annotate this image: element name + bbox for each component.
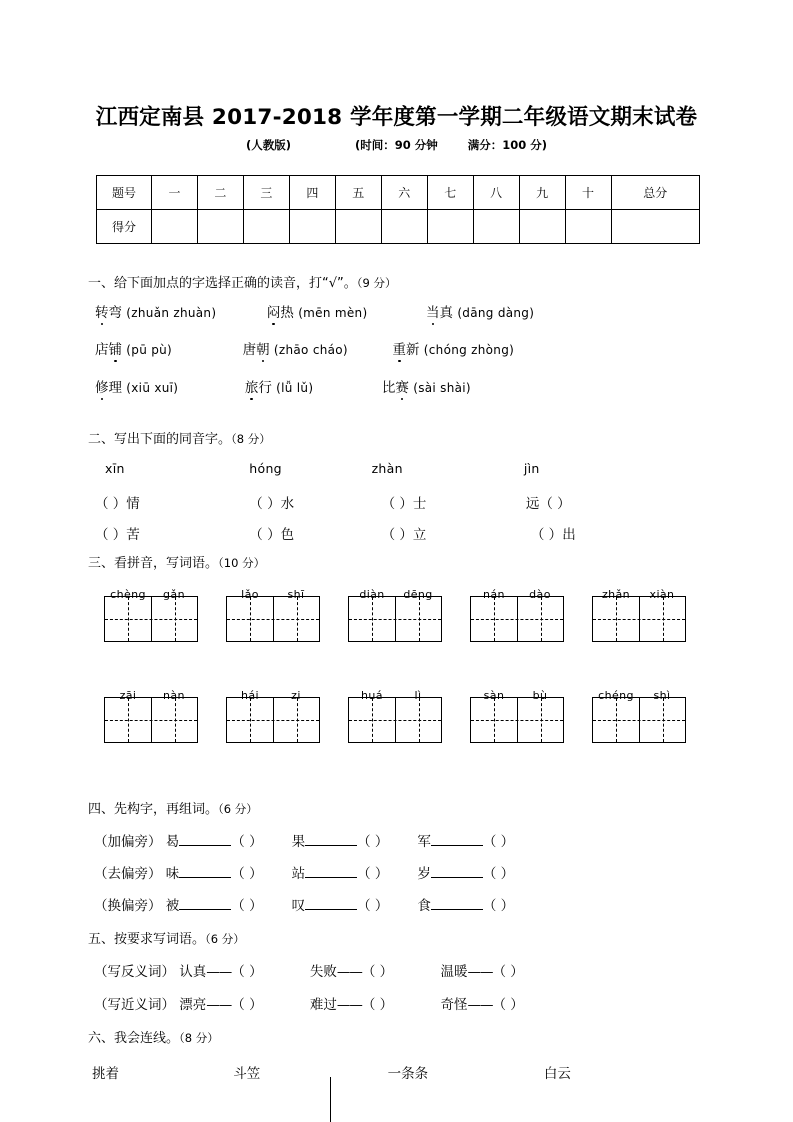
anchor-char: 立: [412, 527, 427, 543]
pinyin-choices[interactable]: (zhāo cháo): [273, 343, 348, 357]
grid-box[interactable]: [226, 697, 320, 743]
word-paren[interactable]: （ ）: [482, 866, 515, 882]
score-cell-9[interactable]: [519, 210, 565, 244]
grid-cell[interactable]: [593, 597, 639, 641]
score-cell-2[interactable]: [197, 210, 243, 244]
pinyin-choices[interactable]: (zhuǎn zhuàn): [126, 306, 217, 320]
prompt-word: 温暖: [440, 964, 468, 980]
section-points-4: （6 分）: [218, 802, 258, 816]
section-title-4: 先构字，再组词。: [114, 802, 219, 817]
section-title-2: 写出下面的同音字。: [114, 432, 232, 447]
base-char: 食: [417, 898, 431, 914]
word-form-item[interactable]: 漂亮——（ ）: [179, 997, 287, 1013]
word-paren[interactable]: （ ）: [357, 866, 389, 882]
base-char: 岁: [417, 866, 431, 882]
score-cell-1[interactable]: [152, 210, 198, 244]
build-char-item[interactable]: [292, 866, 414, 882]
pinyin-choices[interactable]: (sài shài): [413, 381, 471, 395]
build-char-item[interactable]: [292, 898, 414, 914]
score-cell-4[interactable]: [289, 210, 335, 244]
grid-pinyin-syllable: bù: [532, 689, 548, 702]
grid-pinyin-syllable: dào: [529, 588, 551, 601]
answer-blank[interactable]: [431, 832, 483, 846]
answer-blank[interactable]: [431, 896, 483, 910]
answer-blank[interactable]: [305, 896, 357, 910]
row-label-score: 得分: [97, 210, 152, 244]
grid-pinyin-syllable: huá: [361, 689, 383, 702]
anchor-char: 出: [562, 527, 576, 543]
score-table: [96, 175, 700, 244]
grid-cell[interactable]: [639, 597, 685, 641]
grid-box[interactable]: [470, 596, 564, 642]
dotted-char: 旅: [245, 376, 259, 396]
homophone-row-1: [95, 492, 571, 512]
col-header-3: 三: [243, 176, 289, 210]
section-title-5: 按要求写词语。: [114, 932, 206, 947]
time-label: (时间：90 分钟: [354, 138, 438, 152]
blank-paren[interactable]: （ ）: [95, 496, 127, 512]
word-paren[interactable]: （ ）: [231, 866, 263, 882]
grid-pinyin-syllable: zi: [291, 689, 301, 702]
score-cell-10[interactable]: [565, 210, 611, 244]
dotted-char: 当: [426, 301, 440, 321]
anchor-char: 情: [126, 496, 140, 512]
base-char: 果: [291, 834, 306, 850]
match-item-right-1[interactable]: 一条条: [387, 1066, 429, 1082]
dotted-char: 闷: [267, 301, 281, 321]
base-char: 站: [291, 866, 306, 882]
homophone-pinyin-2: hóng: [249, 461, 282, 476]
prompt-word: 认真: [179, 964, 207, 980]
homophone-blank[interactable]: [95, 523, 245, 543]
grid-cell[interactable]: [593, 698, 639, 742]
section-points-1: （9 分）: [356, 276, 397, 290]
page-title: 江西定南县 2017-2018 学年度第一学期二年级语文期末试卷: [95, 105, 698, 130]
build-char-row-3: [94, 894, 539, 914]
homophone-row-2: [95, 523, 576, 543]
word-form-item[interactable]: 难过——（ ）: [310, 997, 418, 1013]
score-cell-5[interactable]: [335, 210, 381, 244]
word-form-label: （写反义词）: [94, 964, 175, 980]
score-cell-3[interactable]: [243, 210, 289, 244]
dotted-char: 铺: [109, 338, 123, 358]
blank-paren[interactable]: （ ）: [381, 527, 413, 543]
word-paren[interactable]: （ ）: [357, 898, 389, 914]
tianzige-grid[interactable]: [226, 588, 320, 642]
grid-cell[interactable]: [517, 597, 563, 641]
answer-paren[interactable]: （ ）: [361, 964, 394, 980]
score-cell-6[interactable]: [381, 210, 427, 244]
build-char-label: （加偏旁）: [94, 834, 162, 850]
word-paren[interactable]: （ ）: [357, 834, 389, 850]
table-row-question-numbers: [97, 176, 700, 210]
match-item-left-2[interactable]: 斗笠: [233, 1066, 261, 1082]
grid-box[interactable]: [592, 697, 686, 743]
grid-cell[interactable]: [105, 597, 151, 641]
pinyin-choices[interactable]: (mēn mèn): [298, 306, 368, 320]
grid-pinyin-syllable: lì: [414, 689, 422, 702]
answer-blank[interactable]: [431, 864, 483, 878]
base-char: 军: [417, 834, 431, 850]
section-heading-2: [88, 428, 271, 447]
blank-paren[interactable]: （ ）: [249, 496, 281, 512]
grid-cell[interactable]: [395, 597, 441, 641]
base-char: 曷: [165, 834, 180, 850]
prompt-word: 奇怪: [440, 997, 468, 1013]
build-char-item[interactable]: [166, 834, 288, 850]
match-item-left-1[interactable]: 挑着: [92, 1066, 119, 1082]
col-header-10: 十: [565, 176, 611, 210]
word-form-item[interactable]: 奇怪——（ ）: [440, 997, 548, 1013]
col-header-total: 总分: [611, 176, 699, 210]
section-number-6: 六、: [88, 1031, 115, 1046]
homophone-pinyin-3: zhàn: [371, 461, 403, 476]
match-item-right-2[interactable]: 白云: [543, 1066, 571, 1082]
word-form-item[interactable]: 温暖——（ ）: [440, 964, 548, 980]
tianzige-grid[interactable]: [226, 689, 320, 743]
section-title-6: 我会连线。: [114, 1031, 180, 1046]
pinyin-item[interactable]: 店铺 (pū pù): [95, 342, 172, 358]
base-char: 被: [165, 898, 180, 914]
prompt-word: 漂亮: [179, 997, 207, 1013]
blank-paren[interactable]: （ ）: [249, 527, 281, 543]
answer-blank[interactable]: [305, 864, 357, 878]
tianzige-grid[interactable]: [470, 689, 564, 743]
score-cell-8[interactable]: [473, 210, 519, 244]
build-char-item[interactable]: [417, 834, 539, 850]
answer-paren[interactable]: （ ）: [361, 997, 394, 1013]
homophone-blank[interactable]: [531, 523, 576, 543]
anchor-char: 色: [280, 527, 295, 543]
word-form-row-antonyms: [94, 960, 548, 980]
grid-box[interactable]: [104, 697, 198, 743]
base-char: 味: [165, 866, 180, 882]
section-heading-3: [88, 552, 265, 571]
col-header-5: 五: [335, 176, 381, 210]
grid-cell[interactable]: [227, 698, 273, 742]
grid-pinyin-syllable: gǎn: [163, 588, 185, 601]
grid-box[interactable]: [470, 697, 564, 743]
build-char-label: （去偏旁）: [94, 866, 162, 882]
section-number-2: 二、: [88, 432, 115, 447]
table-row-scores: [97, 210, 700, 244]
tianzige-grid[interactable]: [592, 689, 686, 743]
section-number-5: 五、: [88, 932, 115, 947]
word-form-row-synonyms: [94, 993, 548, 1013]
tianzige-grid[interactable]: [348, 689, 442, 743]
build-char-row-2: [94, 862, 539, 882]
build-char-item[interactable]: [166, 898, 288, 914]
pinyin-item[interactable]: 唐朝 (zhāo cháo): [243, 342, 348, 358]
col-header-2: 二: [197, 176, 243, 210]
pinyin-choices[interactable]: (lǚ lǔ): [276, 381, 314, 395]
score-cell-total[interactable]: [611, 210, 699, 244]
grid-cell[interactable]: [349, 698, 395, 742]
blank-paren[interactable]: （ ）: [95, 527, 127, 543]
pinyin-choices[interactable]: (pū pù): [126, 343, 173, 357]
grid-cell[interactable]: [471, 698, 517, 742]
anchor-char: 士: [412, 496, 427, 512]
answer-paren[interactable]: （ ）: [231, 964, 263, 980]
grid-pinyin-syllable: sàn: [483, 689, 505, 702]
grid-cell[interactable]: [105, 698, 151, 742]
grid-cell[interactable]: [395, 698, 441, 742]
col-header-8: 八: [473, 176, 519, 210]
answer-blank[interactable]: [179, 864, 231, 878]
section-number-3: 三、: [88, 556, 115, 571]
homophone-pinyin-1: xīn: [105, 461, 125, 476]
build-char-item[interactable]: [417, 898, 539, 914]
grid-pinyin-syllable: chèng: [110, 588, 146, 601]
tianzige-grid[interactable]: [592, 588, 686, 642]
build-char-row-1: [94, 830, 539, 850]
grid-pinyin-syllable: lǎo: [241, 588, 259, 601]
col-header-1: 一: [152, 176, 198, 210]
score-cell-7[interactable]: [427, 210, 473, 244]
grid-cell[interactable]: [273, 698, 319, 742]
pinyin-choices[interactable]: (dāng dàng): [457, 306, 535, 320]
section-number-1: 一、: [88, 276, 115, 291]
dotted-char: 修: [95, 376, 109, 396]
edition-label: (人教版): [245, 138, 291, 152]
section-heading-1: [88, 272, 397, 291]
grid-pinyin-syllable: zhǎn: [601, 588, 631, 601]
answer-paren[interactable]: （ ）: [492, 997, 524, 1013]
pinyin-choice-row-2: [95, 338, 514, 358]
col-header-7: 七: [427, 176, 473, 210]
section-points-2: （8 分）: [231, 432, 271, 446]
grid-cell[interactable]: [517, 698, 563, 742]
grid-pinyin-syllable: nàn: [163, 689, 185, 702]
section-heading-6: [88, 1027, 219, 1046]
grid-cell[interactable]: [151, 698, 197, 742]
full-score-label: 满分：100 分): [467, 138, 548, 152]
pinyin-item[interactable]: 转弯 (zhuǎn zhuàn): [95, 305, 216, 321]
build-char-item[interactable]: [292, 834, 414, 850]
col-header-9: 九: [519, 176, 565, 210]
prompt-word: 失败: [309, 964, 337, 980]
section-title-3: 看拼音，写词语。: [114, 556, 219, 571]
grid-box[interactable]: [592, 596, 686, 642]
word-form-item[interactable]: 失败——（ ）: [310, 964, 418, 980]
pinyin-choices[interactable]: (xiū xuī): [126, 381, 179, 395]
grid-cell[interactable]: [471, 597, 517, 641]
build-char-item[interactable]: [417, 866, 539, 882]
homophone-pinyin-4: jìn: [523, 461, 540, 476]
build-char-label: （换偏旁）: [94, 898, 162, 914]
grid-pinyin-syllable: chéng: [598, 689, 634, 702]
answer-blank[interactable]: [179, 896, 231, 910]
col-header-4: 四: [289, 176, 335, 210]
pinyin-choice-row-3: [95, 376, 471, 396]
homophone-pinyin-row: [105, 461, 624, 476]
pinyin-item[interactable]: 重新 (chóng zhòng): [393, 342, 515, 358]
dotted-char: 赛: [395, 376, 409, 396]
column-divider: [330, 1077, 331, 1122]
homophone-blank[interactable]: [526, 492, 571, 512]
grid-box[interactable]: [348, 697, 442, 743]
pinyin-item[interactable]: 修理 (xiū xuī): [95, 380, 178, 396]
section-points-6: （8 分）: [179, 1031, 219, 1045]
grid-pinyin-syllable: xiàn: [649, 588, 675, 601]
homophone-blank[interactable]: [249, 523, 377, 543]
homophone-blank[interactable]: [382, 492, 522, 512]
blank-paren[interactable]: （ ）: [381, 496, 413, 512]
section-points-3: （10 分）: [218, 556, 266, 570]
homophone-blank[interactable]: [95, 492, 245, 512]
grid-cell[interactable]: [349, 597, 395, 641]
answer-paren[interactable]: （ ）: [231, 997, 263, 1013]
homophone-blank[interactable]: [382, 523, 527, 543]
anchor-char: 水: [280, 496, 295, 512]
base-char: 叹: [291, 898, 306, 914]
prompt-word: 难过: [309, 997, 337, 1013]
grid-pinyin-syllable: dēng: [403, 588, 433, 601]
grid-pinyin-syllable: nán: [483, 588, 505, 601]
grid-pinyin-syllable: hái: [241, 689, 259, 702]
blank-paren[interactable]: （ ）: [530, 527, 563, 543]
grid-pinyin-syllable: shì: [653, 689, 671, 702]
pinyin-item[interactable]: 旅行 (lǚ lǔ): [245, 380, 313, 396]
pinyin-choices[interactable]: (chóng zhòng): [423, 343, 515, 357]
tianzige-grid[interactable]: [348, 588, 442, 642]
matching-row: [92, 1062, 571, 1082]
dotted-char: 重: [393, 338, 407, 358]
anchor-char: 苦: [126, 527, 140, 543]
word-form-item[interactable]: 认真——（ ）: [179, 964, 287, 980]
answer-paren[interactable]: （ ）: [492, 964, 524, 980]
answer-blank[interactable]: [305, 832, 357, 846]
grid-box[interactable]: [348, 596, 442, 642]
pinyin-item[interactable]: 比赛 (sài shài): [382, 380, 471, 396]
grid-cell[interactable]: [151, 597, 197, 641]
section-heading-4: [88, 798, 258, 817]
blank-paren[interactable]: 远（ ）: [525, 496, 571, 512]
pinyin-item[interactable]: 当真 (dāng dàng): [426, 305, 534, 321]
word-paren[interactable]: （ ）: [482, 834, 515, 850]
word-paren[interactable]: （ ）: [231, 898, 263, 914]
section-heading-5: [88, 928, 245, 947]
build-char-item[interactable]: [166, 866, 288, 882]
homophone-blank[interactable]: [249, 492, 377, 512]
grid-box[interactable]: [226, 596, 320, 642]
answer-blank[interactable]: [179, 832, 231, 846]
word-form-label: （写近义词）: [94, 997, 175, 1013]
dotted-char: 朝: [256, 338, 270, 358]
section-number-4: 四、: [88, 802, 115, 817]
col-header-6: 六: [381, 176, 427, 210]
grid-pinyin-syllable: shī: [287, 588, 305, 601]
row-label-question-no: 题号: [97, 176, 152, 210]
tianzige-grid[interactable]: [470, 588, 564, 642]
grid-pinyin-syllable: zāi: [119, 689, 137, 702]
word-paren[interactable]: （ ）: [231, 834, 263, 850]
grid-cell[interactable]: [639, 698, 685, 742]
grid-cell[interactable]: [273, 597, 319, 641]
grid-pinyin-syllable: diàn: [359, 588, 385, 601]
section-title-1: 给下面加点的字选择正确的读音，打“√”。: [114, 276, 357, 291]
word-paren[interactable]: （ ）: [482, 898, 515, 914]
section-points-5: （6 分）: [205, 932, 245, 946]
tianzige-grid[interactable]: [104, 588, 198, 642]
grid-box[interactable]: [104, 596, 198, 642]
page-subtitle: [0, 137, 793, 153]
grid-cell[interactable]: [227, 597, 273, 641]
pinyin-item[interactable]: 闷热 (mēn mèn): [267, 305, 368, 321]
pinyin-choice-row-1: [95, 301, 534, 321]
tianzige-grid[interactable]: [104, 689, 198, 743]
dotted-char: 转: [95, 301, 109, 321]
